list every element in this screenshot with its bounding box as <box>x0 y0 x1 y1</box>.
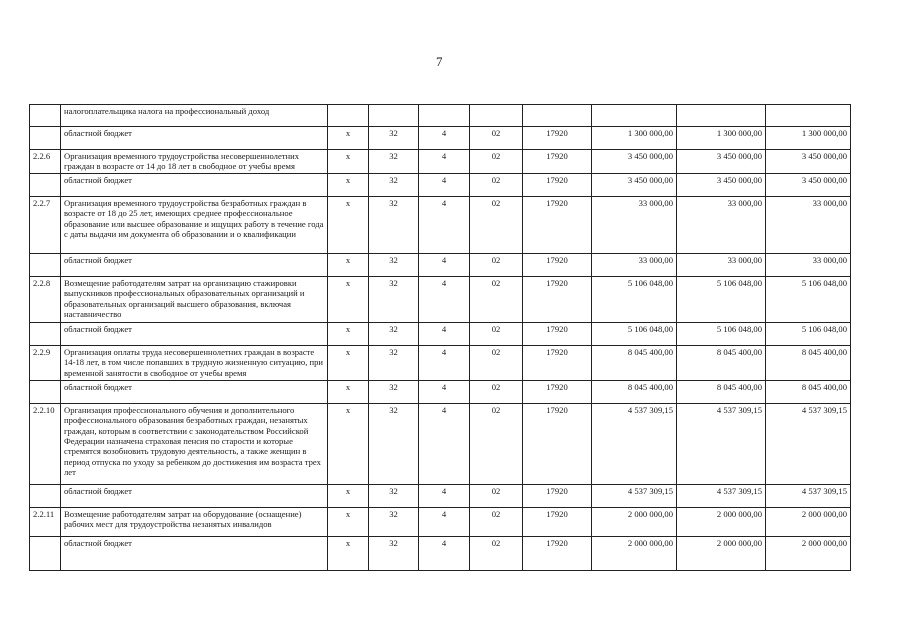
code-3-cell: 02 <box>470 150 523 174</box>
row-name-cell: Организация оплаты труда несовершеннолетних граждан в возрасте 14-18 лет, в том числе попавших в трудную жизненную ситуацию, при временной занятости в свободное от учебы время <box>61 345 328 380</box>
amount-1-cell: 5 106 048,00 <box>592 276 677 322</box>
code-2-cell: 4 <box>419 253 470 276</box>
row-number-cell <box>30 105 61 127</box>
code-1-cell: 32 <box>369 276 419 322</box>
x-cell: х <box>328 196 369 253</box>
row-number-cell: 2.2.9 <box>30 345 61 380</box>
row-name-cell: Организация временного трудоустройства безработных граждан в возрасте от 18 до 25 лет, имеющих среднее профессиональное образование или высшее образование и ищущих работу в течение года с даты выдачи им документа об образовании и о квалификации <box>61 196 328 253</box>
amount-1-cell: 33 000,00 <box>592 253 677 276</box>
budget-table <box>29 104 851 571</box>
x-cell: х <box>328 253 369 276</box>
code-1-cell: 32 <box>369 536 419 570</box>
table-row <box>30 173 851 196</box>
x-cell: х <box>328 173 369 196</box>
amount-1-cell: 8 045 400,00 <box>592 380 677 403</box>
code-3-cell: 02 <box>470 196 523 253</box>
code-4-cell: 17920 <box>523 322 592 345</box>
code-4-cell: 17920 <box>523 173 592 196</box>
code-4-cell: 17920 <box>523 507 592 536</box>
code-4-cell: 17920 <box>523 484 592 507</box>
amount-3-cell: 2 000 000,00 <box>766 507 851 536</box>
amount-2-cell: 5 106 048,00 <box>677 322 766 345</box>
code-1-cell: 32 <box>369 380 419 403</box>
table-row <box>30 253 851 276</box>
row-number-cell <box>30 484 61 507</box>
code-2-cell: 4 <box>419 345 470 380</box>
code-1-cell: 32 <box>369 150 419 174</box>
code-2-cell: 4 <box>419 322 470 345</box>
table-row <box>30 507 851 536</box>
code-3-cell: 02 <box>470 322 523 345</box>
code-2-cell: 4 <box>419 127 470 150</box>
amount-2-cell: 33 000,00 <box>677 253 766 276</box>
code-4-cell: 17920 <box>523 345 592 380</box>
code-1-cell: 32 <box>369 127 419 150</box>
code-4-cell: 17920 <box>523 127 592 150</box>
code-2-cell: 4 <box>419 150 470 174</box>
code-1-cell: 32 <box>369 322 419 345</box>
row-number-cell: 2.2.11 <box>30 507 61 536</box>
code-2-cell: 4 <box>419 173 470 196</box>
code-1-cell: 32 <box>369 173 419 196</box>
amount-2-cell: 5 106 048,00 <box>677 276 766 322</box>
code-3-cell: 02 <box>470 484 523 507</box>
amount-2-cell: 8 045 400,00 <box>677 345 766 380</box>
code-3-cell: 02 <box>470 173 523 196</box>
amount-3-cell: 4 537 309,15 <box>766 403 851 484</box>
amount-2-cell <box>677 105 766 127</box>
row-number-cell: 2.2.8 <box>30 276 61 322</box>
code-3-cell: 02 <box>470 127 523 150</box>
x-cell: х <box>328 345 369 380</box>
code-1-cell <box>369 105 419 127</box>
table-row <box>30 484 851 507</box>
code-1-cell: 32 <box>369 196 419 253</box>
code-2-cell: 4 <box>419 196 470 253</box>
row-name-cell: Возмещение работодателям затрат на организацию стажировки выпускников профессиональных образовательных организаций и образовательных организаций высшего образования, включая наставничество <box>61 276 328 322</box>
table-row <box>30 322 851 345</box>
amount-1-cell: 4 537 309,15 <box>592 403 677 484</box>
x-cell: х <box>328 276 369 322</box>
x-cell: х <box>328 322 369 345</box>
code-1-cell: 32 <box>369 484 419 507</box>
table-row <box>30 196 851 253</box>
code-1-cell: 32 <box>369 345 419 380</box>
code-1-cell: 32 <box>369 507 419 536</box>
table-row <box>30 380 851 403</box>
x-cell: х <box>328 484 369 507</box>
code-2-cell: 4 <box>419 276 470 322</box>
x-cell: х <box>328 380 369 403</box>
amount-2-cell: 4 537 309,15 <box>677 484 766 507</box>
row-number-cell <box>30 253 61 276</box>
x-cell: х <box>328 403 369 484</box>
amount-3-cell: 1 300 000,00 <box>766 127 851 150</box>
code-2-cell: 4 <box>419 380 470 403</box>
row-number-cell <box>30 127 61 150</box>
x-cell: х <box>328 536 369 570</box>
amount-1-cell: 33 000,00 <box>592 196 677 253</box>
row-name-cell: Организация профессионального обучения и дополнительного профессионального образования безработных граждан, незанятых граждан, которым в соответствии с законодательством Российской Федерации назначена страховая пенсия по старости и которые стремятся возобновить трудовую деятельность, а также женщин в период отпуска по уходу за ребенком до достижения им возраста трех лет <box>61 403 328 484</box>
amount-3-cell: 8 045 400,00 <box>766 380 851 403</box>
code-4-cell: 17920 <box>523 403 592 484</box>
row-name-cell: областной бюджет <box>61 127 328 150</box>
amount-3-cell: 3 450 000,00 <box>766 173 851 196</box>
amount-1-cell: 3 450 000,00 <box>592 150 677 174</box>
row-name-cell: областной бюджет <box>61 484 328 507</box>
code-3-cell: 02 <box>470 380 523 403</box>
code-3-cell: 02 <box>470 276 523 322</box>
amount-3-cell: 4 537 309,15 <box>766 484 851 507</box>
amount-1-cell: 8 045 400,00 <box>592 345 677 380</box>
code-2-cell: 4 <box>419 507 470 536</box>
amount-2-cell: 1 300 000,00 <box>677 127 766 150</box>
amount-2-cell: 3 450 000,00 <box>677 173 766 196</box>
code-4-cell: 17920 <box>523 253 592 276</box>
table-row <box>30 105 851 127</box>
table-row <box>30 276 851 322</box>
row-number-cell <box>30 322 61 345</box>
code-4-cell: 17920 <box>523 196 592 253</box>
row-name-cell: областной бюджет <box>61 536 328 570</box>
amount-1-cell <box>592 105 677 127</box>
amount-1-cell: 2 000 000,00 <box>592 507 677 536</box>
amount-1-cell: 2 000 000,00 <box>592 536 677 570</box>
amount-3-cell: 33 000,00 <box>766 253 851 276</box>
code-4-cell: 17920 <box>523 380 592 403</box>
row-name-cell: областной бюджет <box>61 253 328 276</box>
table-row <box>30 403 851 484</box>
amount-3-cell: 5 106 048,00 <box>766 322 851 345</box>
row-name-cell: Организация временного трудоустройства несовершеннолетних граждан в возрасте от 14 до 18 лет в свободное от учебы время <box>61 150 328 174</box>
row-number-cell <box>30 173 61 196</box>
code-1-cell: 32 <box>369 403 419 484</box>
amount-3-cell: 33 000,00 <box>766 196 851 253</box>
table-row <box>30 536 851 570</box>
amount-2-cell: 8 045 400,00 <box>677 380 766 403</box>
amount-1-cell: 1 300 000,00 <box>592 127 677 150</box>
code-3-cell: 02 <box>470 345 523 380</box>
row-number-cell: 2.2.10 <box>30 403 61 484</box>
amount-1-cell: 3 450 000,00 <box>592 173 677 196</box>
amount-2-cell: 2 000 000,00 <box>677 536 766 570</box>
row-name-cell: налогоплательщика налога на профессиональный доход <box>61 105 328 127</box>
code-2-cell <box>419 105 470 127</box>
code-3-cell: 02 <box>470 253 523 276</box>
amount-3-cell: 2 000 000,00 <box>766 536 851 570</box>
amount-2-cell: 4 537 309,15 <box>677 403 766 484</box>
row-name-cell: областной бюджет <box>61 322 328 345</box>
code-2-cell: 4 <box>419 536 470 570</box>
code-4-cell: 17920 <box>523 536 592 570</box>
amount-3-cell: 5 106 048,00 <box>766 276 851 322</box>
row-name-cell: областной бюджет <box>61 173 328 196</box>
code-4-cell: 17920 <box>523 276 592 322</box>
row-name-cell: Возмещение работодателям затрат на оборудование (оснащение) рабочих мест для трудоустройства незанятых инвалидов <box>61 507 328 536</box>
table-row <box>30 150 851 174</box>
code-1-cell: 32 <box>369 253 419 276</box>
table-body <box>30 105 851 571</box>
page-number: 7 <box>436 54 443 69</box>
code-4-cell <box>523 105 592 127</box>
row-name-cell: областной бюджет <box>61 380 328 403</box>
code-3-cell: 02 <box>470 536 523 570</box>
code-2-cell: 4 <box>419 484 470 507</box>
x-cell: х <box>328 507 369 536</box>
row-number-cell: 2.2.6 <box>30 150 61 174</box>
x-cell: х <box>328 150 369 174</box>
amount-1-cell: 5 106 048,00 <box>592 322 677 345</box>
amount-1-cell: 4 537 309,15 <box>592 484 677 507</box>
x-cell <box>328 105 369 127</box>
x-cell: х <box>328 127 369 150</box>
row-number-cell <box>30 536 61 570</box>
code-4-cell: 17920 <box>523 150 592 174</box>
amount-3-cell <box>766 105 851 127</box>
code-3-cell: 02 <box>470 507 523 536</box>
table-row <box>30 127 851 150</box>
row-number-cell: 2.2.7 <box>30 196 61 253</box>
code-3-cell: 02 <box>470 403 523 484</box>
amount-2-cell: 3 450 000,00 <box>677 150 766 174</box>
code-2-cell: 4 <box>419 403 470 484</box>
table-row <box>30 345 851 380</box>
amount-3-cell: 8 045 400,00 <box>766 345 851 380</box>
amount-2-cell: 33 000,00 <box>677 196 766 253</box>
amount-3-cell: 3 450 000,00 <box>766 150 851 174</box>
row-number-cell <box>30 380 61 403</box>
code-3-cell <box>470 105 523 127</box>
amount-2-cell: 2 000 000,00 <box>677 507 766 536</box>
